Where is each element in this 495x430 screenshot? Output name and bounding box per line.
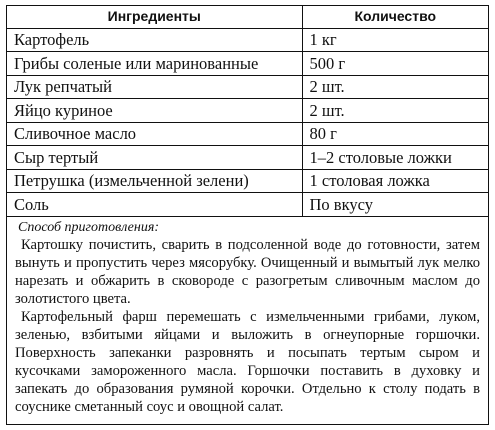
ingredient-name: Соль bbox=[7, 193, 302, 217]
table-row bbox=[7, 169, 488, 193]
table-row bbox=[7, 28, 488, 52]
table-row bbox=[7, 193, 488, 217]
table-row bbox=[7, 75, 488, 99]
method-title: Способ приготовления: bbox=[18, 219, 159, 235]
recipe-sheet bbox=[6, 5, 489, 425]
table-row bbox=[7, 99, 488, 123]
cooking-method bbox=[7, 217, 488, 416]
ingredient-name: Лук репчатый bbox=[7, 75, 302, 99]
ingredient-name: Картофель bbox=[7, 28, 302, 52]
ingredient-amount: 80 г bbox=[302, 122, 488, 146]
method-paragraph: Картошку почистить, сварить в подсоленной воде до готовности, затем вынуть и пропустить через мясорубку. Очищенный и вымытый лук мелко нарезать и обжарить в сковороде с разогретым сливочным маслом до золотистого цвета. bbox=[15, 236, 480, 307]
ingredient-amount: 2 шт. bbox=[302, 75, 488, 99]
ingredient-name: Грибы соленые или маринованные bbox=[7, 52, 302, 76]
ingredient-amount: 2 шт. bbox=[302, 99, 488, 123]
ingredient-amount: 500 г bbox=[302, 52, 488, 76]
table-row bbox=[7, 146, 488, 170]
ingredient-name: Сливочное масло bbox=[7, 122, 302, 146]
ingredient-name: Петрушка (измельченной зелени) bbox=[7, 169, 302, 193]
ingredient-amount: 1–2 столовые ложки bbox=[302, 146, 488, 170]
table-row bbox=[7, 122, 488, 146]
header-ingredients: Ингредиенты bbox=[7, 6, 302, 28]
table-header-row bbox=[7, 6, 488, 28]
header-amount: Количество bbox=[302, 6, 488, 28]
ingredient-amount: 1 столовая ложка bbox=[302, 169, 488, 193]
ingredient-name: Яйцо куриное bbox=[7, 99, 302, 123]
ingredient-name: Сыр тертый bbox=[7, 146, 302, 170]
ingredient-amount: 1 кг bbox=[302, 28, 488, 52]
ingredients-table bbox=[7, 6, 488, 217]
ingredient-amount: По вкусу bbox=[302, 193, 488, 217]
method-paragraph: Картофельный фарш перемешать с измельченными грибами, луком, зеленью, взбитыми яйцами и выложить в огнеупорные горшочки. Поверхность запеканки разровнять и посыпать тертым сыром и кусочками замороженного масла. Горшочки поставить в духовку и запекать до образования румяной корочки. Отдельно к столу подать в соуснике сметанный соус и овощной салат. bbox=[15, 308, 480, 415]
table-row bbox=[7, 52, 488, 76]
